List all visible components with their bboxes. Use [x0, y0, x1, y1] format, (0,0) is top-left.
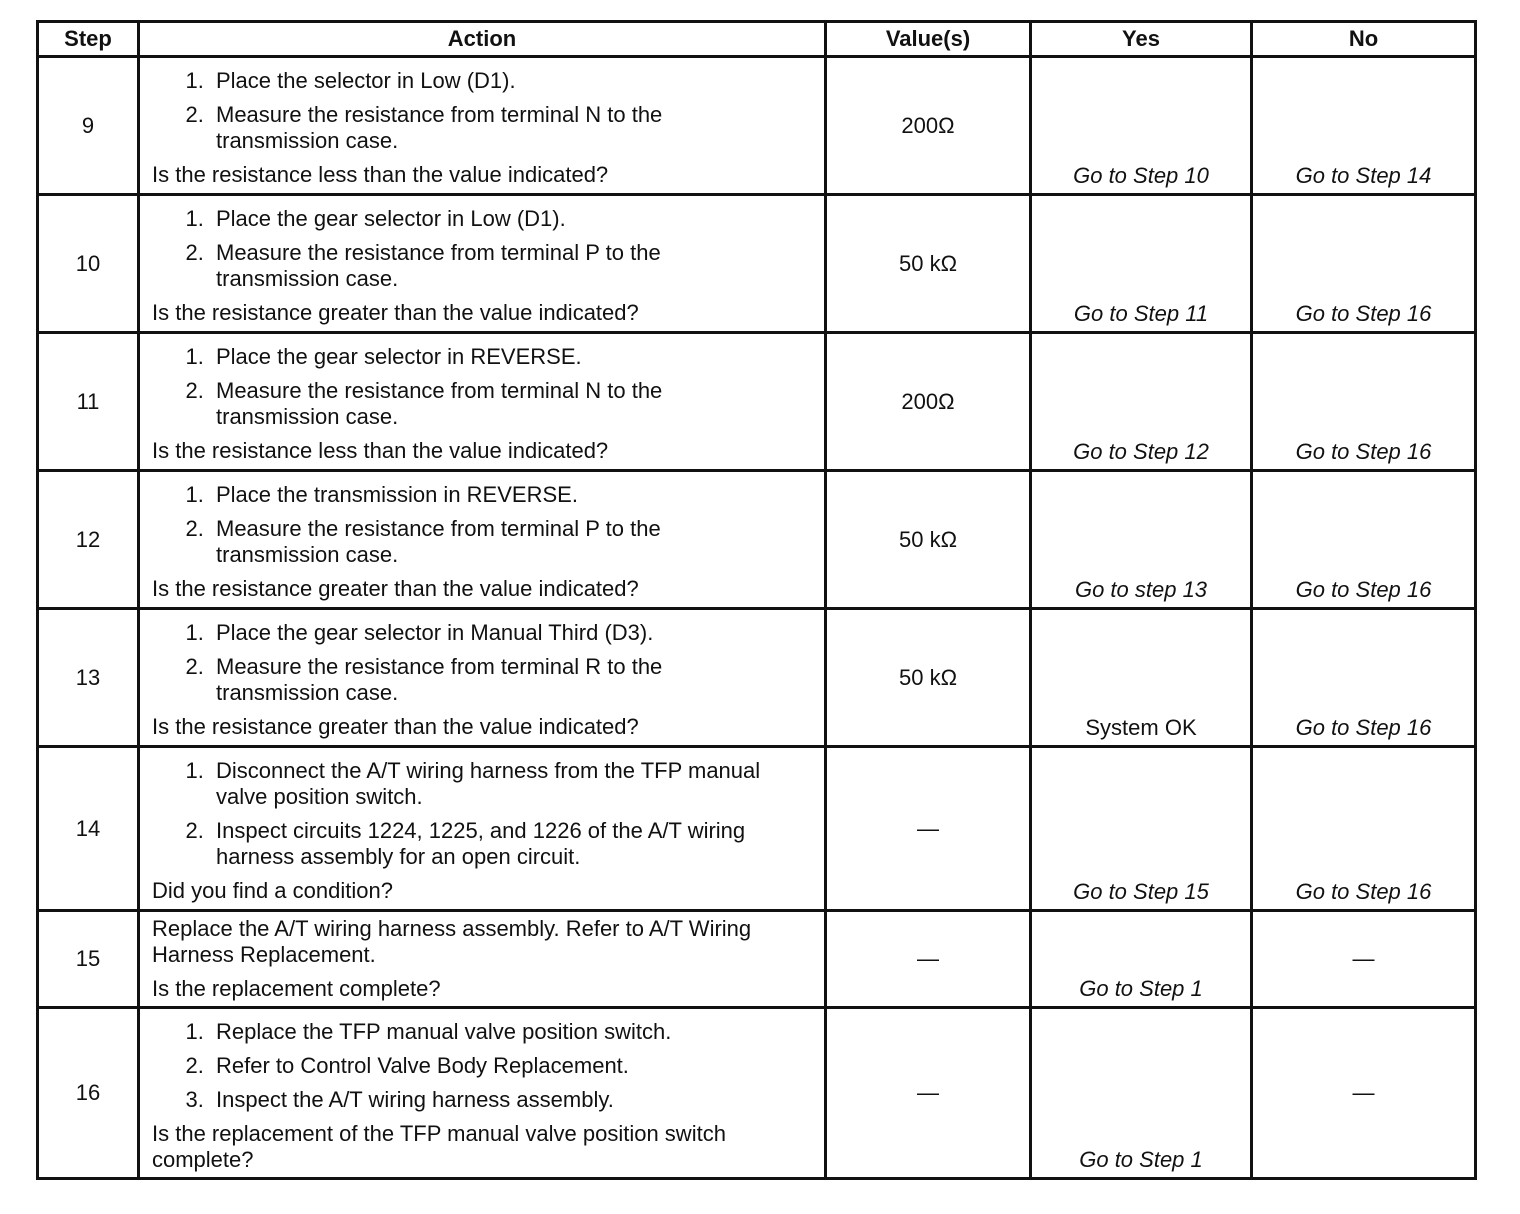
yes-cell: Go to Step 15 [1031, 747, 1252, 911]
step-number: 9 [38, 57, 139, 195]
value-cell: 50 kΩ [826, 609, 1031, 747]
table-row [38, 747, 1476, 911]
header-step: Step [38, 22, 139, 57]
header-values: Value(s) [826, 22, 1031, 57]
no-cell: — [1252, 911, 1476, 1008]
header-row [38, 22, 1476, 57]
action-cell [139, 333, 826, 471]
no-cell: Go to Step 16 [1252, 333, 1476, 471]
action-item: 1. Place the selector in Low (D1). [210, 68, 812, 94]
action-item: 1. Replace the TFP manual valve position switch. [210, 1019, 812, 1045]
diagnostic-table [36, 20, 1477, 1180]
step-number: 12 [38, 471, 139, 609]
action-item: 1. Place the transmission in REVERSE. [210, 482, 812, 508]
action-question: Is the replacement complete? [152, 976, 441, 1001]
action-list [152, 758, 812, 870]
action-item: 2. Refer to Control Valve Body Replacement. [210, 1053, 812, 1079]
value-cell: 200Ω [826, 57, 1031, 195]
no-cell: Go to Step 16 [1252, 195, 1476, 333]
header-action: Action [139, 22, 826, 57]
yes-cell: Go to Step 1 [1031, 1008, 1252, 1179]
no-cell: Go to Step 16 [1252, 471, 1476, 609]
action-item: 2. Measure the resistance from terminal P to the transmission case. [210, 240, 756, 292]
step-number: 16 [38, 1008, 139, 1179]
yes-cell: Go to Step 12 [1031, 333, 1252, 471]
header-yes: Yes [1031, 22, 1252, 57]
value-cell: — [826, 911, 1031, 1008]
action-question: Is the resistance less than the value indicated? [152, 438, 609, 463]
action-paragraph: Replace the A/T wiring harness assembly. Refer to A/T Wiring Harness Replacement. [152, 916, 752, 967]
step-number: 14 [38, 747, 139, 911]
step-number: 15 [38, 911, 139, 1008]
step-number: 11 [38, 333, 139, 471]
action-item: 2. Measure the resistance from terminal N to the transmission case. [210, 378, 756, 430]
action-question: Did you find a condition? [152, 878, 393, 903]
action-question: Is the resistance greater than the value indicated? [152, 714, 639, 739]
action-list [152, 482, 812, 568]
action-list [152, 620, 812, 706]
action-cell [139, 195, 826, 333]
action-list [152, 68, 812, 154]
action-item: 1. Place the gear selector in Low (D1). [210, 206, 812, 232]
action-item: 2. Measure the resistance from terminal R to the transmission case. [210, 654, 756, 706]
action-cell [139, 747, 826, 911]
action-question: Is the resistance less than the value indicated? [152, 162, 609, 187]
yes-cell: Go to Step 11 [1031, 195, 1252, 333]
action-list [152, 1019, 812, 1113]
table-row [38, 333, 1476, 471]
yes-cell: Go to step 13 [1031, 471, 1252, 609]
action-list [152, 344, 812, 430]
table-row [38, 1008, 1476, 1179]
action-cell [139, 1008, 826, 1179]
action-item: 2. Inspect circuits 1224, 1225, and 1226 of the A/T wiring harness assembly for an open circuit. [210, 818, 776, 870]
value-cell: — [826, 1008, 1031, 1179]
no-cell: Go to Step 16 [1252, 609, 1476, 747]
no-cell: Go to Step 16 [1252, 747, 1476, 911]
action-item: 2. Measure the resistance from terminal N to the transmission case. [210, 102, 756, 154]
value-cell: 50 kΩ [826, 471, 1031, 609]
value-cell: 200Ω [826, 333, 1031, 471]
table-row [38, 471, 1476, 609]
action-item: 1. Disconnect the A/T wiring harness from the TFP manual valve position switch. [210, 758, 776, 810]
action-list [152, 206, 812, 292]
yes-cell: Go to Step 10 [1031, 57, 1252, 195]
action-item: 3. Inspect the A/T wiring harness assembly. [210, 1087, 812, 1113]
table-row [38, 911, 1476, 1008]
table-row [38, 57, 1476, 195]
step-number: 13 [38, 609, 139, 747]
action-item: 1. Place the gear selector in Manual Third (D3). [210, 620, 812, 646]
action-cell [139, 471, 826, 609]
step-number: 10 [38, 195, 139, 333]
action-cell [139, 57, 826, 195]
action-question: Is the replacement of the TFP manual valve position switch complete? [152, 1121, 726, 1172]
action-cell [139, 911, 826, 1008]
no-cell: — [1252, 1008, 1476, 1179]
action-cell [139, 609, 826, 747]
action-item: 1. Place the gear selector in REVERSE. [210, 344, 812, 370]
action-item: 2. Measure the resistance from terminal P to the transmission case. [210, 516, 756, 568]
action-question: Is the resistance greater than the value indicated? [152, 300, 639, 325]
value-cell: — [826, 747, 1031, 911]
yes-cell: Go to Step 1 [1031, 911, 1252, 1008]
yes-cell: System OK [1031, 609, 1252, 747]
action-question: Is the resistance greater than the value indicated? [152, 576, 639, 601]
table-row [38, 195, 1476, 333]
header-no: No [1252, 22, 1476, 57]
value-cell: 50 kΩ [826, 195, 1031, 333]
no-cell: Go to Step 14 [1252, 57, 1476, 195]
table-row [38, 609, 1476, 747]
